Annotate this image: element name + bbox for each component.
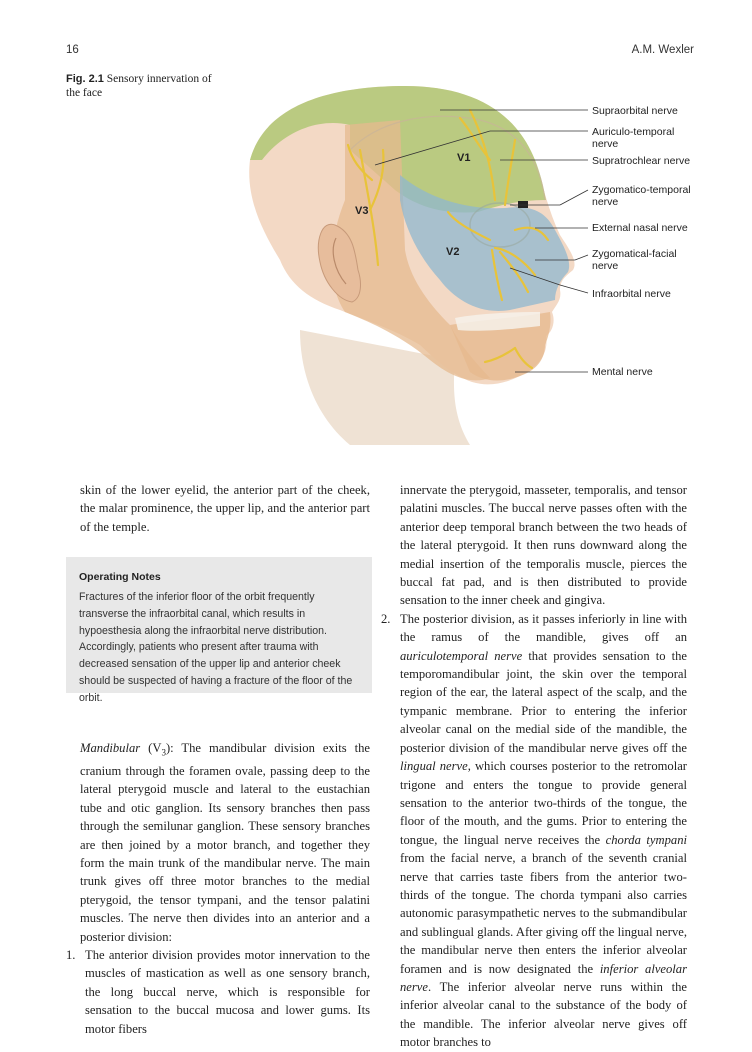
nerve-label-line: nerve — [592, 260, 619, 272]
nerve-label-external-nasal — [592, 222, 688, 234]
nerve-label-line: Supraorbital nerve — [592, 105, 678, 117]
term-auriculotemporal: auriculotemporal nerve — [400, 648, 523, 663]
page-number: 16 — [66, 44, 79, 56]
nerve-label-zygomatical-facial — [592, 248, 677, 272]
right-column — [381, 481, 687, 1052]
mandibular-section — [66, 739, 370, 1038]
mandibular-text: ): The mandibular division exits the cranium through the foramen ovale, passing deep to the lateral pterygoid muscle and lateral to the eustachian tube and otic ganglion. Its sensory branches then pass through the semilunar ganglion. These sensory branches are then joined by a motor branch, and together they form the main trunk of the mandibular nerve. The main trunk gives off three motor branches to the medial pterygoid, the tensor tympani, and the tensor palatini muscles. The nerve then divides into an anterior and a posterior division: — [80, 741, 370, 944]
term-lingual: lingual nerve — [400, 759, 468, 774]
list-item-1-continued — [381, 481, 687, 610]
operating-notes-title: Operating Notes — [79, 571, 161, 583]
list-number-1: 1. — [66, 947, 76, 962]
nerve-label-zygomaticotemporal — [592, 184, 691, 208]
nerve-label-line: Infraorbital nerve — [592, 288, 671, 300]
item2-text-a: The posterior division, as it passes inferiorly in line with the ramus of the mandible, gives off an — [400, 611, 687, 645]
operating-notes-body: Fractures of the inferior floor of the orbit frequently transverse the infraorbital canal, which results in hypoesthesia along the infraorbital nerve distribution. Accordingly, patients who present after trauma with decreased sensation of the upper lip and anterior cheek should be suspected of having a fracture of the floor of the orbit. — [79, 591, 353, 704]
nerve-label-line: External nasal nerve — [592, 222, 688, 234]
list-item-1-continued-text: innervate the pterygoid, masseter, temporalis, and tensor palatini muscles. The buccal nerve passes often with the anterior deep temporal branch between the two heads of the lateral pterygoid. It then runs downward along the medial insertion of the temporalis muscle, pierces the buccal fat pad, and is then distributed to provide sensation to the inner cheek and gingiva. — [400, 483, 687, 608]
list-item-1-text: The anterior division provides motor innervation to the muscles of mastication as well as one sensory branch, the long buccal nerve, which is responsible for sensation to the buccal mucosa and lower gums. Its motor fibers — [85, 947, 370, 1036]
mandibular-paragraph — [80, 739, 370, 946]
nerve-label-line: Zygomatical-facial — [592, 248, 677, 260]
nerve-label-line: nerve — [592, 196, 619, 208]
nerve-label-supratrochlear — [592, 155, 690, 167]
nerve-label-mental — [592, 366, 653, 378]
division-label-v2: V2 — [446, 246, 460, 258]
nerve-label-line: nerve — [592, 138, 619, 150]
division-label-v1: V1 — [457, 152, 471, 164]
list-number-2: 2. — [381, 611, 391, 626]
term-chorda-tympani: chorda tympani — [605, 832, 688, 847]
nerve-label-line: Mental nerve — [592, 366, 653, 378]
item2-text-e: . The inferior alveolar nerve runs within the inferior alveolar canal to the substance of the body of the mandible. The inferior alveolar nerve gives off motor branches to — [400, 979, 687, 1050]
left-intro-paragraph — [80, 481, 370, 536]
item2-text-d: from the facial nerve, a branch of the seventh cranial nerve that carries taste fibers from the anterior two-thirds of the tongue. The chorda tympani also carries autonomic parasympathetic nerves to the submandibular and sublingual glands. After giving off the lingual nerve, the mandibular nerve then enters the inferior alveolar foramen and is now designated the — [400, 851, 687, 976]
mandibular-term: Mandibular — [80, 741, 141, 755]
nerve-label-line: Auriculo-temporal — [592, 126, 675, 138]
figure-label: Fig. 2.1 — [66, 73, 104, 85]
item2-text-b: that provides sensation to the temporomandibular joint, the skin over the temporal region of the ear, the lateral aspect of the scalp, and the tympanic membrane. Prior to entering the inferior alveolar canal on the medial side of the mandible, the posterior division of the mandibular nerve gives off the — [400, 648, 687, 755]
nerve-label-infraorbital — [592, 288, 671, 300]
mandibular-sub-open: (V — [148, 741, 162, 755]
nerve-label-auriculotemporal — [592, 126, 674, 150]
nerve-label-line: Supratrochlear nerve — [592, 155, 691, 167]
operating-notes-box — [66, 557, 372, 704]
term-inferior-alveolar: inferior alveolar nerve — [400, 961, 687, 994]
running-author: A.M. Wexler — [631, 44, 694, 56]
nerve-label-supraorbital — [592, 105, 678, 117]
item2-text-c: , which courses posterior to the retromolar trigone and enters the tongue to provide general sensation to the anterior two-thirds of the tongue, the floor of the mouth, and the gums. Prior to entering the tongue, the lingual nerve receives the — [400, 759, 687, 847]
mandibular-subscript: 3 — [161, 747, 166, 758]
intro-text: skin of the lower eyelid, the anterior part of the cheek, the malar prominence, the upper lip, and the anterior part of the temple. — [80, 483, 370, 534]
list-item-2 — [381, 610, 687, 1052]
figure-caption-text: Sensory innervation of the face — [66, 73, 212, 99]
list-item-1 — [66, 946, 370, 1038]
division-label-v3: V3 — [355, 205, 369, 217]
nerve-label-line: Zygomatico-temporal — [592, 184, 691, 196]
